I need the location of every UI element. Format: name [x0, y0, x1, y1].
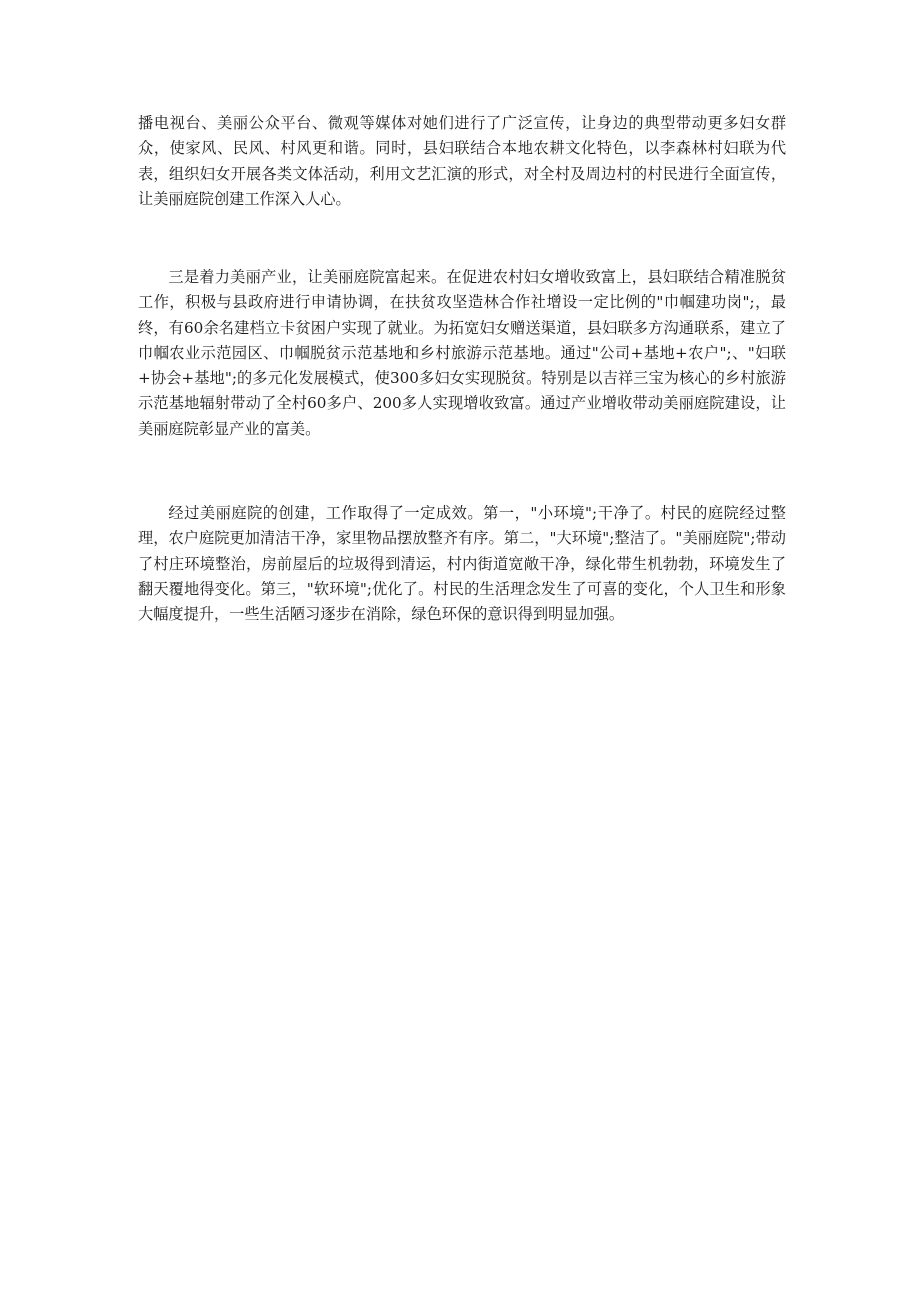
paragraph-publicity: 播电视台、美丽公众平台、微观等媒体对她们进行了广泛宣传，让身边的典型带动更多妇女群众，使家风、民风、村风更和谐。同时，县妇联结合本地农耕文化特色，以李森林村妇联为代表，组织妇女开展各类文体活动，利用文艺汇演的形式，对全村及周边村的村民进行全面宣传，让美丽庭院创建工作深入人心。 [138, 114, 786, 208]
paragraph-industry: 三是着力美丽产业，让美丽庭院富起来。在促进农村妇女增收致富上，县妇联结合精准脱贫工作，积极与县政府进行申请协调，在扶贫攻坚造林合作社增设一定比例的"巾帼建功岗";，最终，有60余名建档立卡贫困户实现了就业。为拓宽妇女赠送渠道，县妇联多方沟通联系，建立了巾帼农业示范园区、巾帼脱贫示范基地和乡村旅游示范基地。通过"公司+基地+农户";、"妇联+协会+基地";的多元化发展模式，使300多妇女实现脱贫。特别是以吉祥三宝为核心的乡村旅游示范基地辐射带动了全村60多户、200多人实现增收致富。通过产业增收带动美丽庭院建设，让美丽庭院彰显产业的富美。 [138, 268, 786, 438]
paragraph-results: 经过美丽庭院的创建，工作取得了一定成效。第一，"小环境";干净了。村民的庭院经过整理，农户庭院更加清洁干净，家里物品摆放整齐有序。第二，"大环境";整洁了。"美丽庭院";带动了村庄环境整治，房前屋后的垃圾得到清运，村内街道宽敞干净，绿化带生机勃勃，环境发生了翻天覆地得变化。第三，"软环境";优化了。村民的生活理念发生了可喜的变化，个人卫生和形象大幅度提升，一些生活陋习逐步在消除，绿色环保的意识得到明显加强。 [138, 504, 786, 624]
